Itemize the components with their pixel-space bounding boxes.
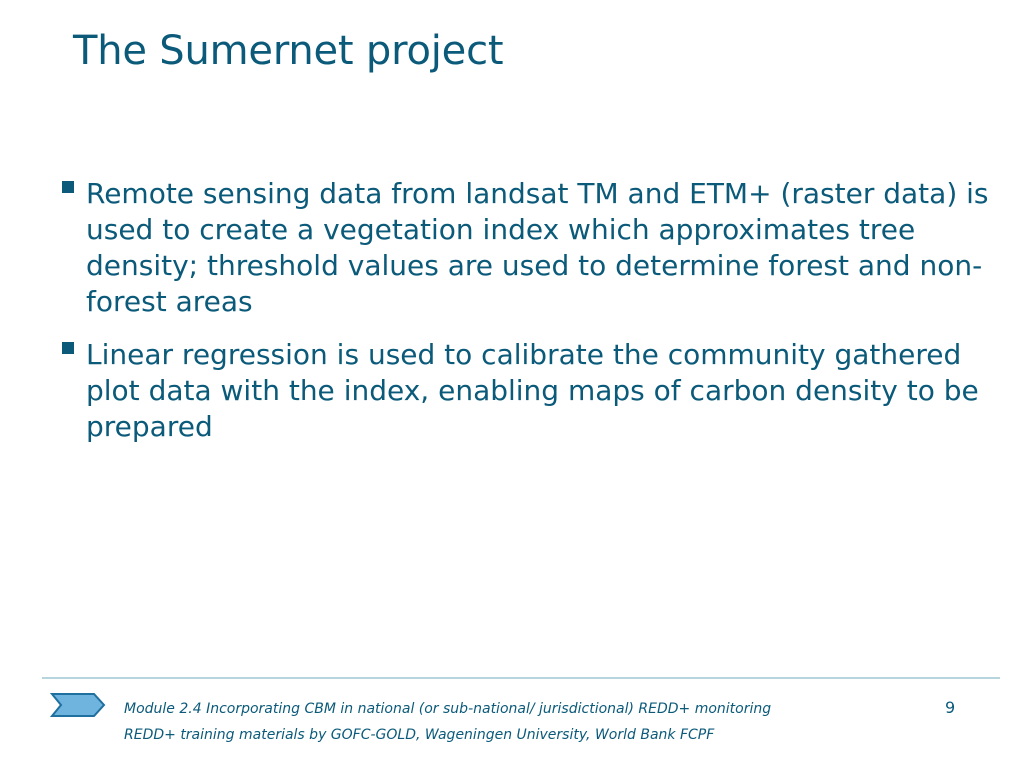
bullet-text: Remote sensing data from landsat TM and ETM+ (raster data) is used to create a vegetation index which approximates tree density; threshold values are used to determine forest and non-forest areas (86, 177, 989, 318)
bullet-list (60, 176, 990, 462)
footer-module-line: Module 2.4 Incorporating CBM in national (or sub-national/ jurisdictional) REDD+ monitoring (124, 701, 772, 717)
footer-credits-line: REDD+ training materials by GOFC-GOLD, Wageningen University, World Bank FCPF (124, 727, 715, 743)
bullet-item (60, 176, 990, 320)
footer-divider (42, 677, 1000, 679)
footer-text (124, 696, 771, 748)
bullet-text: Linear regression is used to calibrate the community gathered plot data with the index, enabling maps of carbon density to be prepared (86, 338, 979, 443)
slide-title: The Sumernet project (73, 28, 504, 74)
square-bullet-icon (62, 181, 74, 193)
square-bullet-icon (62, 342, 74, 354)
chevron-arrow-icon (50, 692, 106, 718)
bullet-item (60, 337, 990, 445)
page-number: 9 (945, 698, 956, 717)
